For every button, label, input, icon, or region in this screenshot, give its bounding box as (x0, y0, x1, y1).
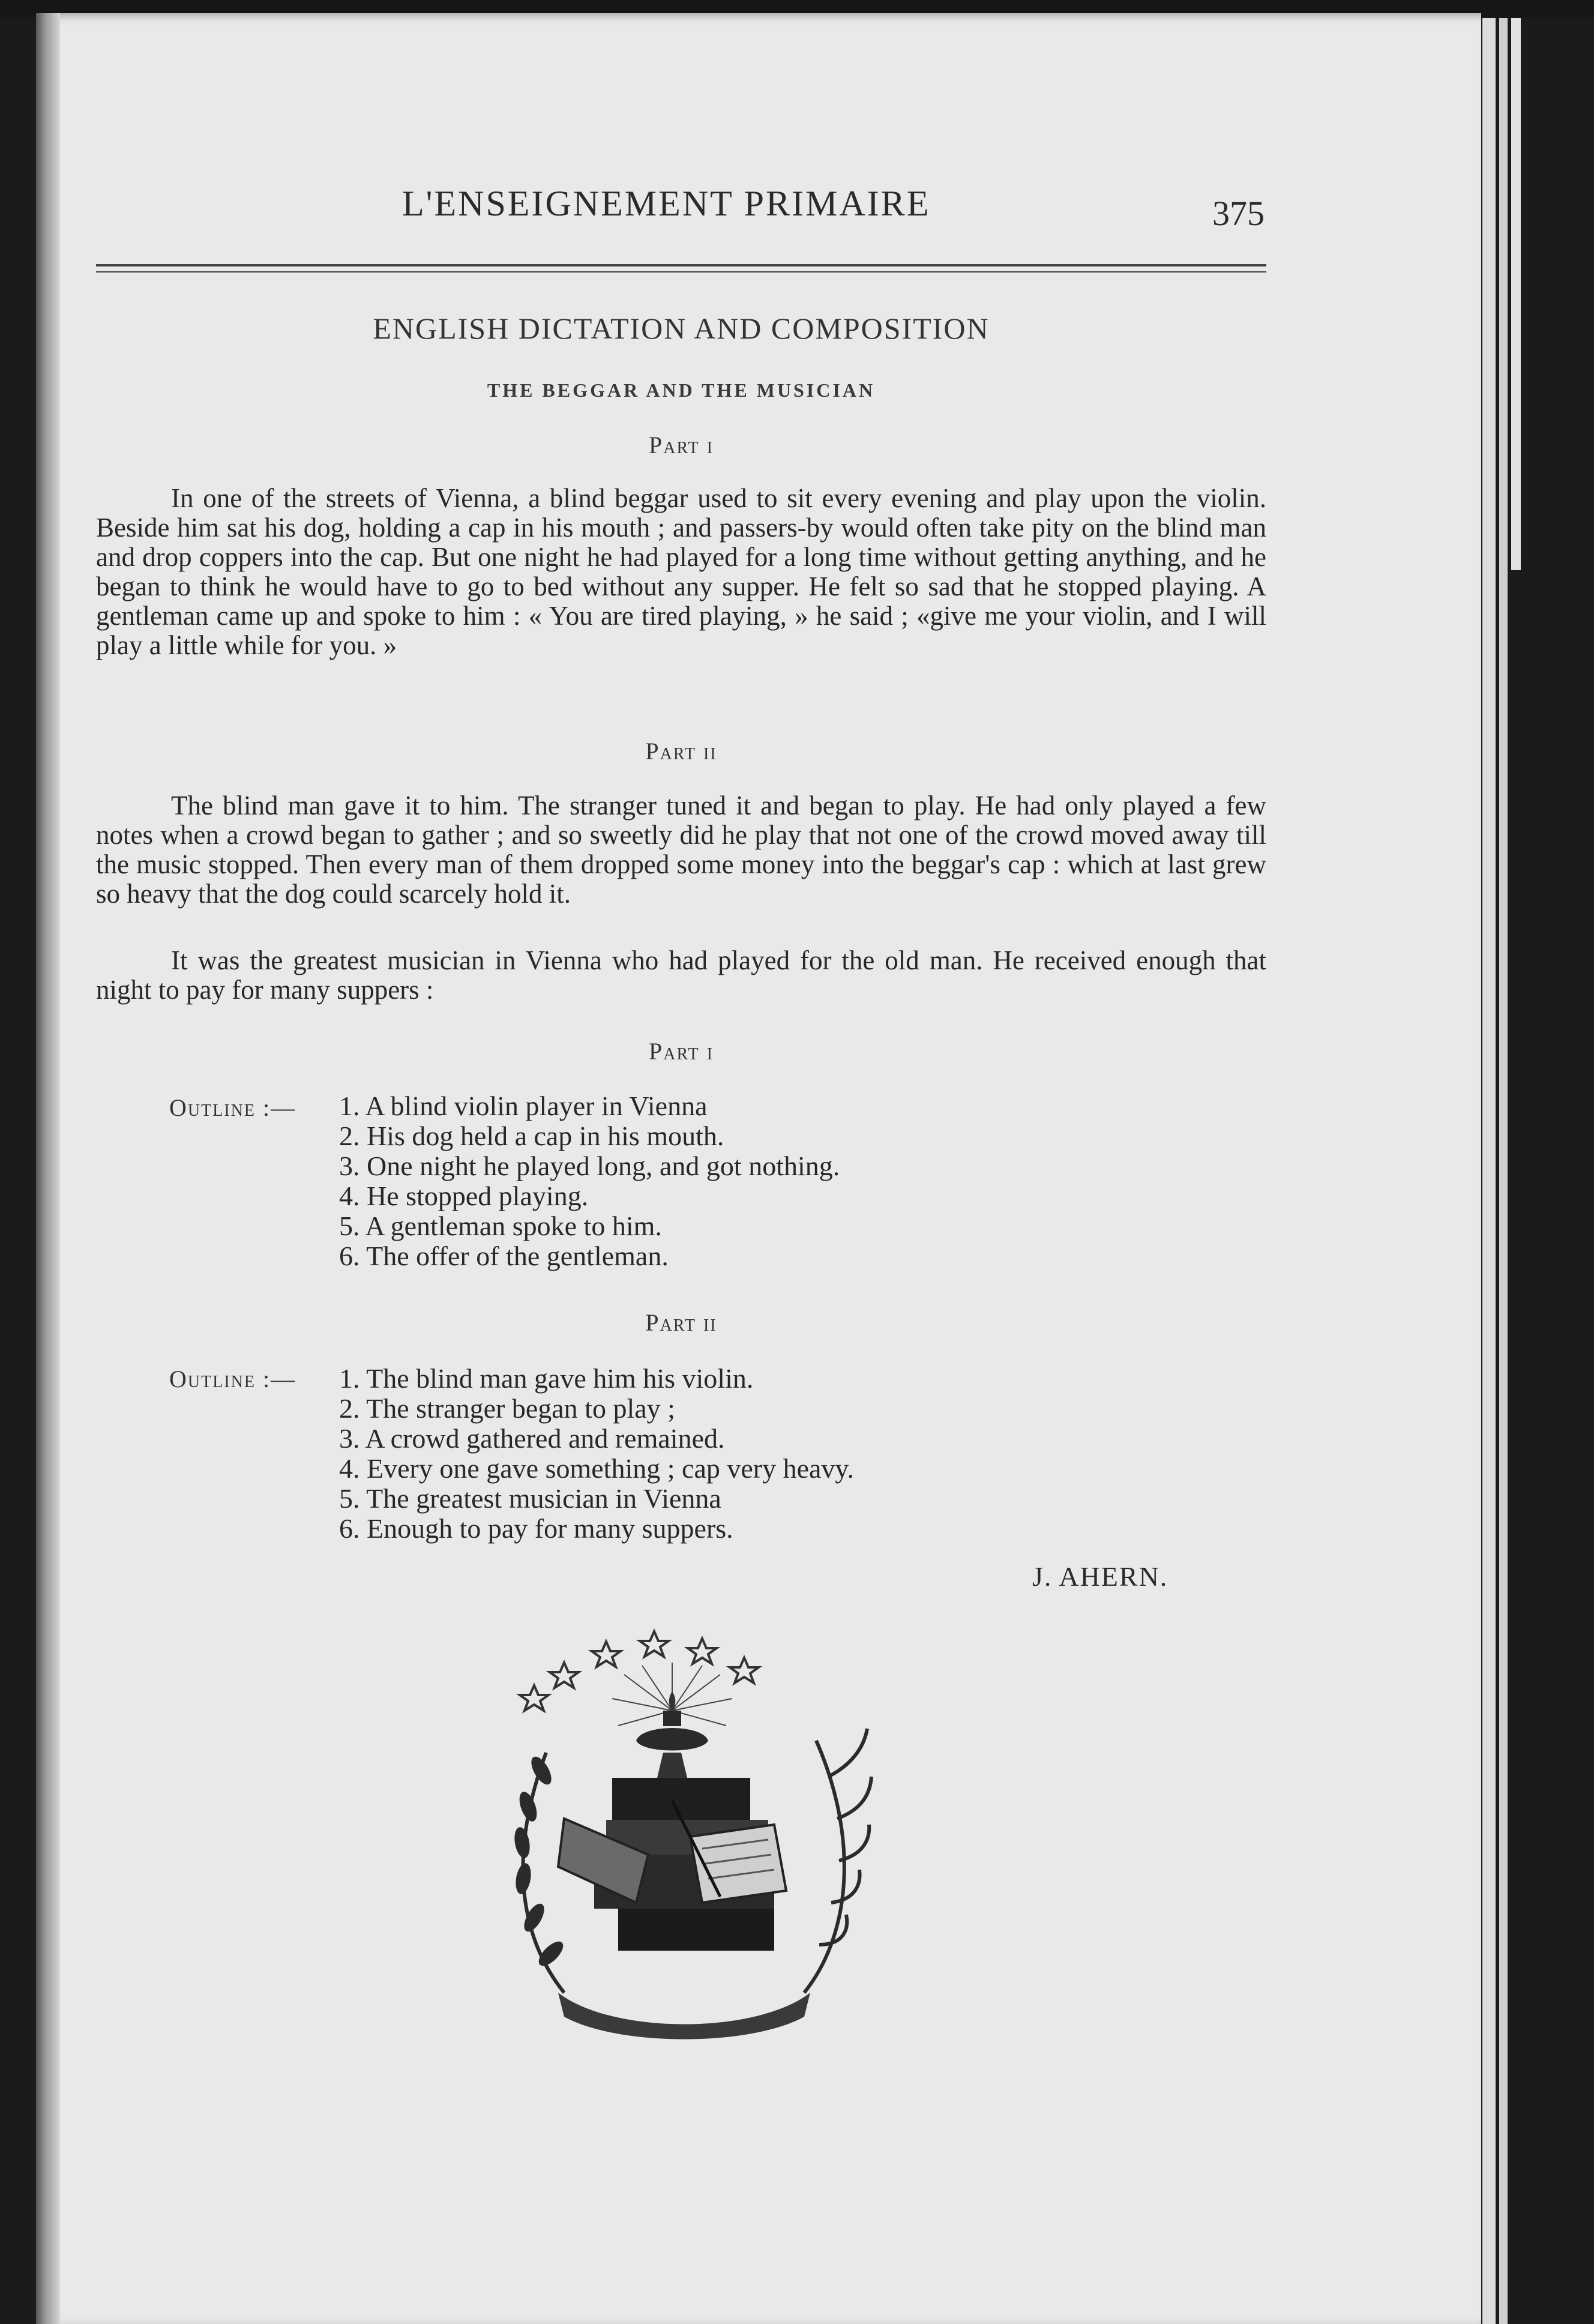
outline-label: Outline :— (169, 1365, 296, 1392)
outline-item: 2. His dog held a cap in his mouth. (339, 1121, 724, 1151)
outline-item: 4. Every one gave something ; cap very heavy. (339, 1453, 854, 1484)
emblem-vignette (492, 1621, 876, 2053)
books-icon (558, 1778, 786, 1951)
paragraph: It was the greatest musician in Vienna who had played for the old man. He received enough that night to pay for many suppers : (96, 945, 1266, 1005)
outline-item: 6. The offer of the gentleman. (339, 1241, 669, 1271)
section-title: ENGLISH DICTATION AND COMPOSITION (373, 312, 990, 345)
header-rule (96, 264, 1266, 266)
outline-item: 3. A crowd gathered and remained. (339, 1423, 725, 1454)
outline-item: 1. The blind man gave him his violin. (339, 1363, 754, 1394)
outline-item: 2. The stranger began to play ; (339, 1393, 675, 1424)
page-binding-shadow (36, 13, 60, 2324)
outline-item: 3. One night he played long, and got nothing. (339, 1151, 840, 1181)
part-heading: Part i (649, 432, 714, 459)
author-signature: J. AHERN. (1032, 1561, 1168, 1592)
header-rule (96, 271, 1266, 272)
outline-item: 5. The greatest musician in Vienna (339, 1483, 721, 1514)
scan-backdrop-right (1524, 564, 1594, 2324)
outline-item: 5. A gentleman spoke to him. (339, 1211, 662, 1241)
outline-list (339, 1091, 1059, 1271)
outline-item: 4. He stopped playing. (339, 1181, 589, 1211)
ribbon-icon (558, 1993, 810, 2040)
outline-list (339, 1364, 1059, 1544)
page-number: 375 (1212, 194, 1265, 233)
outline-item: 1. A blind violin player in Vienna (339, 1091, 708, 1121)
page-edge (1499, 18, 1508, 2324)
outline-part-heading: Part i (649, 1038, 714, 1065)
paragraph: In one of the streets of Vienna, a blind beggar used to sit every evening and play upon the violin. Beside him sat his dog, holding a cap in his mouth ; and passers-by would often take pity on the blind man and drop coppers into the cap. But one night he had played for a long time without getting anything, and he began to think he would have to go to bed without any supper. He felt so sad that he stopped playing. A gentleman came up and spoke to him : « You are tired playing, » he said ; «give me your violin, and I will play a little while for you. » (96, 483, 1266, 660)
part-heading: Part ii (645, 738, 717, 765)
oil-lamp-icon (636, 1691, 708, 1778)
laurel-branch-icon (513, 1753, 567, 1993)
stars-icon (520, 1631, 759, 1711)
running-header-title: L'ENSEIGNEMENT PRIMAIRE (402, 184, 931, 223)
page-edge (1511, 18, 1521, 570)
outline-item: 6. Enough to pay for many suppers. (339, 1513, 733, 1544)
outline-part-heading: Part ii (645, 1309, 717, 1336)
palm-frond-icon (804, 1729, 871, 1993)
paragraph: The blind man gave it to him. The stranger tuned it and began to play. He had only played a few notes when a crowd began to gather ; and so sweetly did he play that not one of the crowd moved away till the music stopped. Then every man of them dropped some money into the beggar's cap : which at last grew so heavy that the dog could scarcely hold it. (96, 790, 1266, 909)
page-edge (1482, 18, 1496, 2324)
outline-label: Outline :— (169, 1094, 296, 1121)
story-title: THE BEGGAR AND THE MUSICIAN (487, 379, 876, 401)
